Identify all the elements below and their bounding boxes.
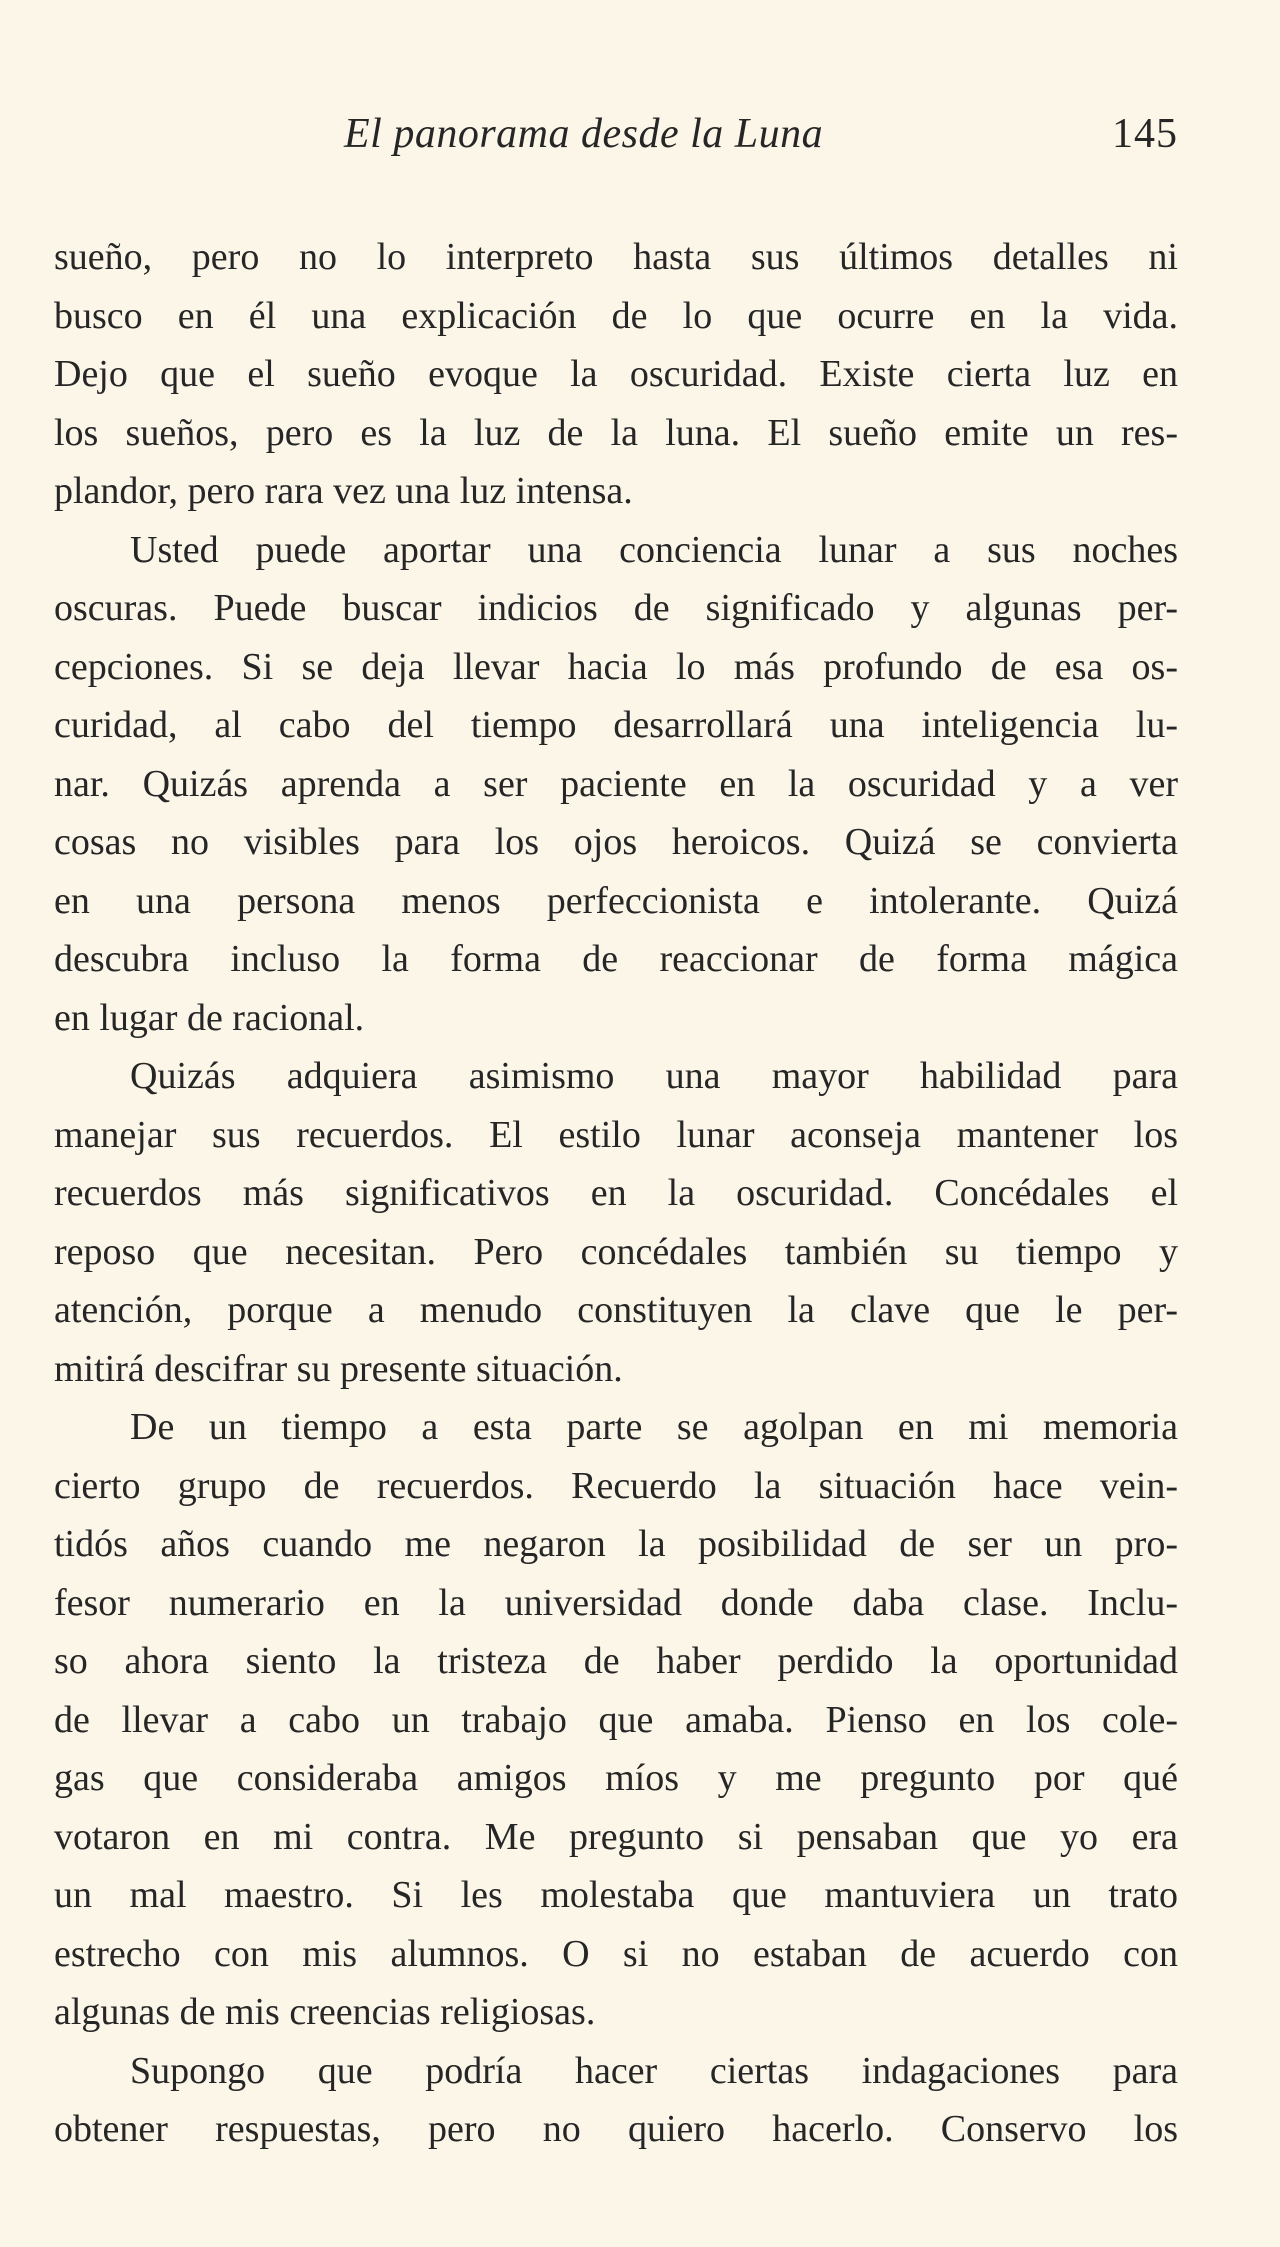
paragraph bbox=[54, 521, 1178, 1048]
text-line: curidad, al cabo del tiempo desarrollará una inteligencia lu- bbox=[54, 704, 1178, 746]
text-line: De un tiempo a esta parte se agolpan en mi memoria bbox=[130, 1406, 1178, 1448]
text-line: gas que consideraba amigos míos y me pregunto por qué bbox=[54, 1757, 1178, 1799]
page-number: 145 bbox=[1112, 111, 1178, 157]
text-line: reposo que necesitan. Pero concédales también su tiempo y bbox=[54, 1230, 1178, 1273]
text-line: plandor, pero rara vez una luz intensa. bbox=[54, 470, 633, 512]
text-line: recuerdos más significativos en la oscuridad. Concédales el bbox=[54, 1172, 1178, 1214]
text-line: estrecho con mis alumnos. O si no estaban de acuerdo con bbox=[54, 1932, 1178, 1975]
text-line: Dejo que el sueño evoque la oscuridad. Existe cierta luz en bbox=[54, 353, 1178, 395]
text-line: votaron en mi contra. Me pregunto si pensaban que yo era bbox=[54, 1815, 1178, 1858]
text-line: busco en él una explicación de lo que ocurre en la vida. bbox=[54, 294, 1178, 337]
text-line: un mal maestro. Si les molestaba que mantuviera un trato bbox=[54, 1874, 1178, 1916]
running-head bbox=[54, 110, 1178, 170]
text-line: nar. Quizás aprenda a ser paciente en la oscuridad y a ver bbox=[54, 762, 1178, 805]
text-line: en lugar de racional. bbox=[54, 996, 365, 1039]
text-line: obtener respuestas, pero no quiero hacerlo. Conservo los bbox=[54, 2108, 1178, 2150]
paragraph bbox=[54, 228, 1178, 521]
text-line: so ahora siento la tristeza de haber perdido la oportunidad bbox=[54, 1640, 1178, 1682]
text-line: cepciones. Si se deja llevar hacia lo más profundo de esa os- bbox=[54, 645, 1178, 688]
text-line: sueño, pero no lo interpreto hasta sus últimos detalles ni bbox=[54, 236, 1178, 278]
text-line: Supongo que podría hacer ciertas indagaciones para bbox=[130, 2049, 1178, 2092]
text-line: Quizás adquiera asimismo una mayor habilidad para bbox=[130, 1055, 1178, 1097]
body-text bbox=[54, 228, 1178, 2159]
text-line: cosas no visibles para los ojos heroicos. Quizá se convierta bbox=[54, 821, 1178, 863]
text-line: algunas de mis creencias religiosas. bbox=[54, 1991, 596, 2033]
running-title: El panorama desde la Luna bbox=[344, 111, 824, 157]
text-line: mitirá descifrar su presente situación. bbox=[54, 1347, 623, 1390]
text-line: de llevar a cabo un trabajo que amaba. Pienso en los cole- bbox=[54, 1698, 1178, 1741]
text-line: fesor numerario en la universidad donde daba clase. Inclu- bbox=[54, 1581, 1178, 1624]
text-line: manejar sus recuerdos. El estilo lunar aconseja mantener los bbox=[54, 1113, 1178, 1156]
paragraph bbox=[54, 1398, 1178, 2042]
text-line: Usted puede aportar una conciencia lunar a sus noches bbox=[130, 528, 1178, 571]
paragraph bbox=[54, 2042, 1178, 2159]
text-line: atención, porque a menudo constituyen la clave que le per- bbox=[54, 1289, 1178, 1331]
text-line: cierto grupo de recuerdos. Recuerdo la situación hace vein- bbox=[54, 1464, 1178, 1507]
text-line: tidós años cuando me negaron la posibilidad de ser un pro- bbox=[54, 1523, 1178, 1565]
text-line: los sueños, pero es la luz de la luna. El sueño emite un res- bbox=[54, 411, 1178, 454]
paragraph bbox=[54, 1047, 1178, 1398]
text-line: en una persona menos perfeccionista e intolerante. Quizá bbox=[54, 879, 1178, 922]
text-line: oscuras. Puede buscar indicios de significado y algunas per- bbox=[54, 587, 1178, 629]
text-line: descubra incluso la forma de reaccionar de forma mágica bbox=[54, 938, 1178, 980]
